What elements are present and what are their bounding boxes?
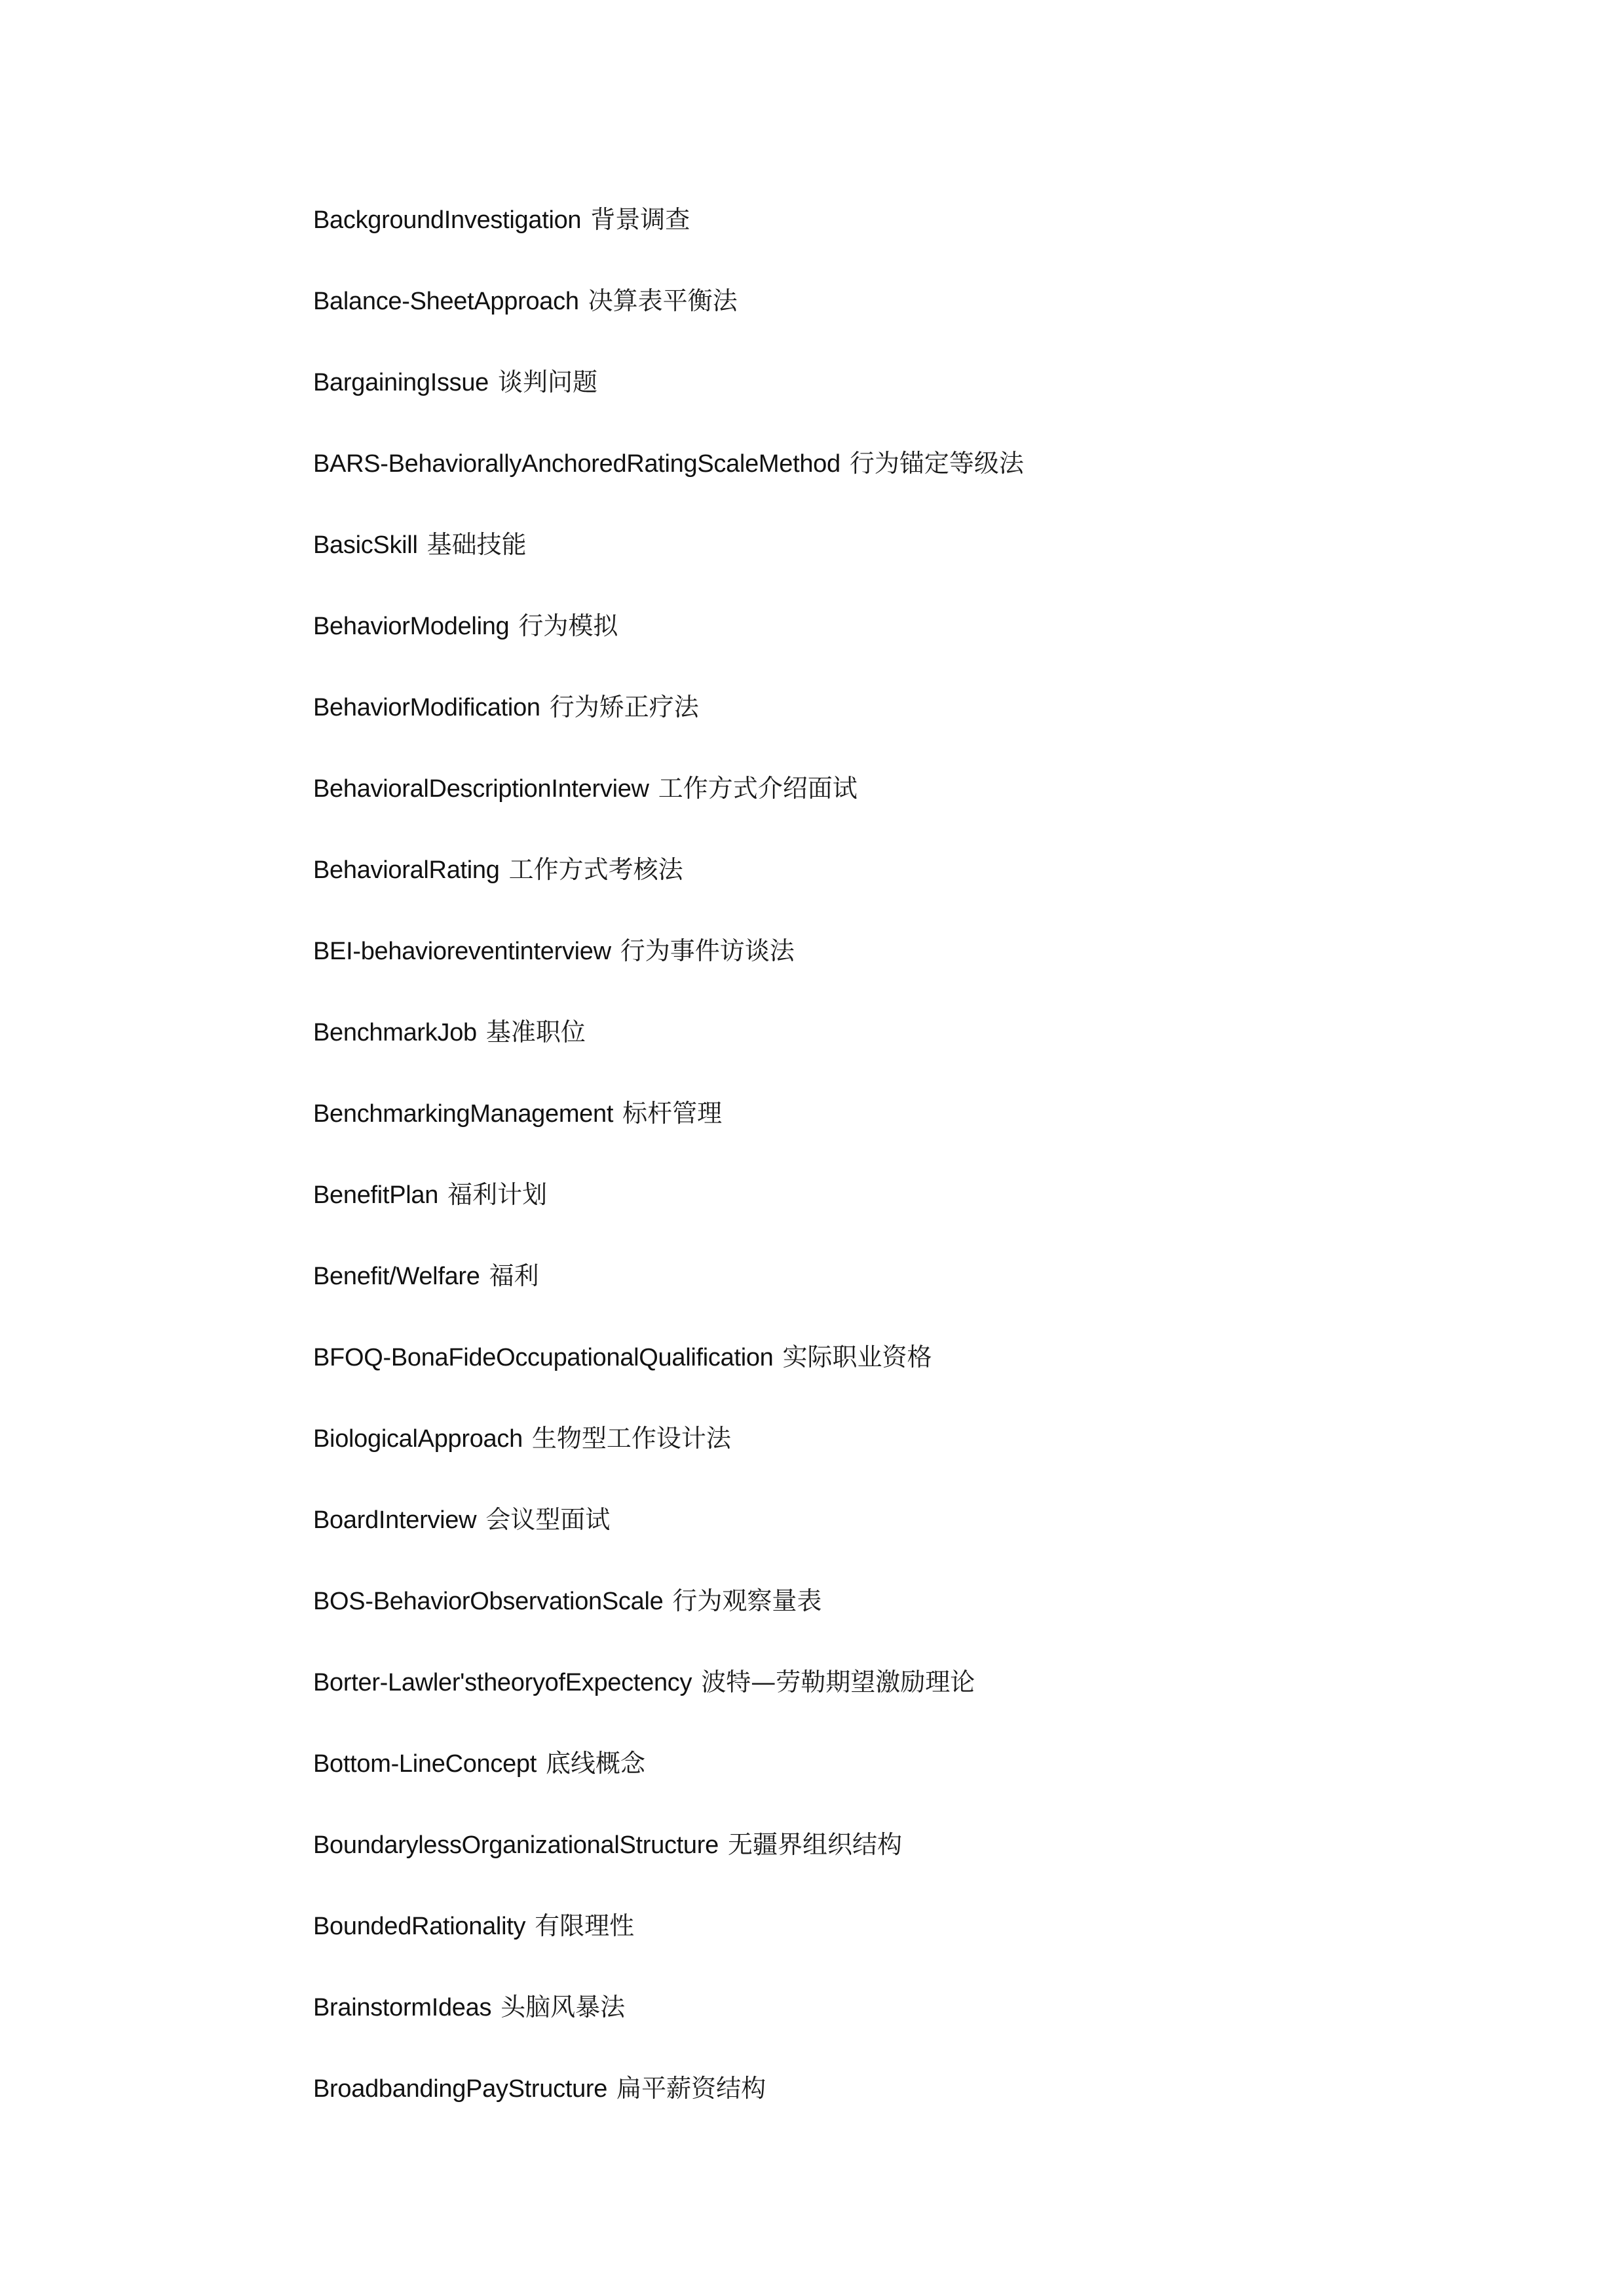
entry-translation: 福利计划 <box>447 1180 548 1209</box>
glossary-entry <box>313 769 1558 850</box>
entry-term: Bottom-LineConcept <box>313 1750 537 1778</box>
entry-term: BoardInterview <box>313 1506 477 1534</box>
entry-translation: 背景调查 <box>590 205 690 234</box>
entry-translation: 标杆管理 <box>622 1099 723 1128</box>
entry-term: BoundarylessOrganizationalStructure <box>313 1831 719 1859</box>
glossary-entry <box>313 1419 1558 1500</box>
glossary-entry <box>313 1337 1558 1419</box>
glossary-entry <box>313 281 1558 362</box>
entry-translation: 无疆界组织结构 <box>727 1830 902 1859</box>
entry-term: BackgroundInvestigation <box>313 206 582 234</box>
glossary-entry <box>313 1500 1558 1581</box>
glossary-entry <box>313 1662 1558 1744</box>
entry-translation: 谈判问题 <box>498 368 598 396</box>
entry-term: BasicSkill <box>313 531 418 559</box>
entry-term: BoundedRationality <box>313 1913 526 1940</box>
entry-term: BenchmarkJob <box>313 1019 477 1046</box>
glossary-entry <box>313 931 1558 1012</box>
entry-term: BEI-behavioreventinterview <box>313 938 611 965</box>
glossary-entry <box>313 606 1558 687</box>
entry-term: BargainingIssue <box>313 369 489 396</box>
entry-translation: 底线概念 <box>546 1749 646 1778</box>
entry-term: BiologicalApproach <box>313 1425 523 1453</box>
entry-term: BehavioralDescriptionInterview <box>313 775 649 803</box>
entry-translation: 基准职位 <box>485 1018 586 1046</box>
entry-term: BenchmarkingManagement <box>313 1100 614 1128</box>
entry-term: BehaviorModification <box>313 694 540 721</box>
glossary-entry <box>313 1825 1558 1906</box>
glossary-entry <box>313 1581 1558 1662</box>
entry-translation: 行为事件访谈法 <box>620 936 795 965</box>
glossary-entry <box>313 362 1558 444</box>
glossary-entry <box>313 1175 1558 1256</box>
entry-term: BenefitPlan <box>313 1181 439 1209</box>
glossary-entry <box>313 444 1558 525</box>
glossary-entry <box>313 1744 1558 1825</box>
entry-translation: 行为模拟 <box>518 611 618 640</box>
entry-translation: 实际职业资格 <box>782 1343 932 1371</box>
entry-translation: 波特—劳勒期望激励理论 <box>701 1668 975 1696</box>
entry-term: Borter-Lawler'stheoryofExpectency <box>313 1669 692 1696</box>
entry-term: Benefit/Welfare <box>313 1263 480 1290</box>
entry-translation: 福利 <box>489 1261 539 1290</box>
entry-translation: 行为观察量表 <box>672 1586 822 1615</box>
entry-translation: 决算表平衡法 <box>588 286 738 315</box>
glossary-entry <box>313 2069 1558 2150</box>
entry-translation: 会议型面试 <box>485 1505 611 1534</box>
entry-translation: 行为锚定等级法 <box>849 449 1024 478</box>
entry-translation: 扁平薪资结构 <box>616 2074 766 2103</box>
entry-translation: 基础技能 <box>426 530 527 559</box>
glossary-entry <box>313 200 1558 281</box>
entry-translation: 工作方式介绍面试 <box>658 774 858 803</box>
entry-translation: 头脑风暴法 <box>500 1993 626 2021</box>
glossary-list <box>313 200 1558 2150</box>
glossary-entry <box>313 525 1558 606</box>
entry-translation: 工作方式考核法 <box>508 855 683 884</box>
glossary-entry <box>313 1256 1558 1337</box>
entry-translation: 有限理性 <box>535 1911 635 1940</box>
glossary-entry <box>313 1094 1558 1175</box>
entry-term: BARS-BehaviorallyAnchoredRatingScaleMethod <box>313 450 840 478</box>
entry-term: BFOQ-BonaFideOccupationalQualification <box>313 1344 774 1371</box>
entry-term: BOS-BehaviorObservationScale <box>313 1588 664 1615</box>
glossary-entry <box>313 1987 1558 2069</box>
glossary-entry <box>313 1906 1558 1987</box>
entry-term: BrainstormIdeas <box>313 1994 492 2021</box>
entry-term: BehaviorModeling <box>313 613 510 640</box>
glossary-entry <box>313 687 1558 769</box>
entry-translation: 行为矫正疗法 <box>549 693 699 721</box>
entry-term: Balance-SheetApproach <box>313 288 579 315</box>
glossary-entry <box>313 1012 1558 1094</box>
entry-term: BroadbandingPayStructure <box>313 2075 608 2103</box>
entry-term: BehavioralRating <box>313 856 500 884</box>
entry-translation: 生物型工作设计法 <box>531 1424 731 1453</box>
glossary-entry <box>313 850 1558 931</box>
